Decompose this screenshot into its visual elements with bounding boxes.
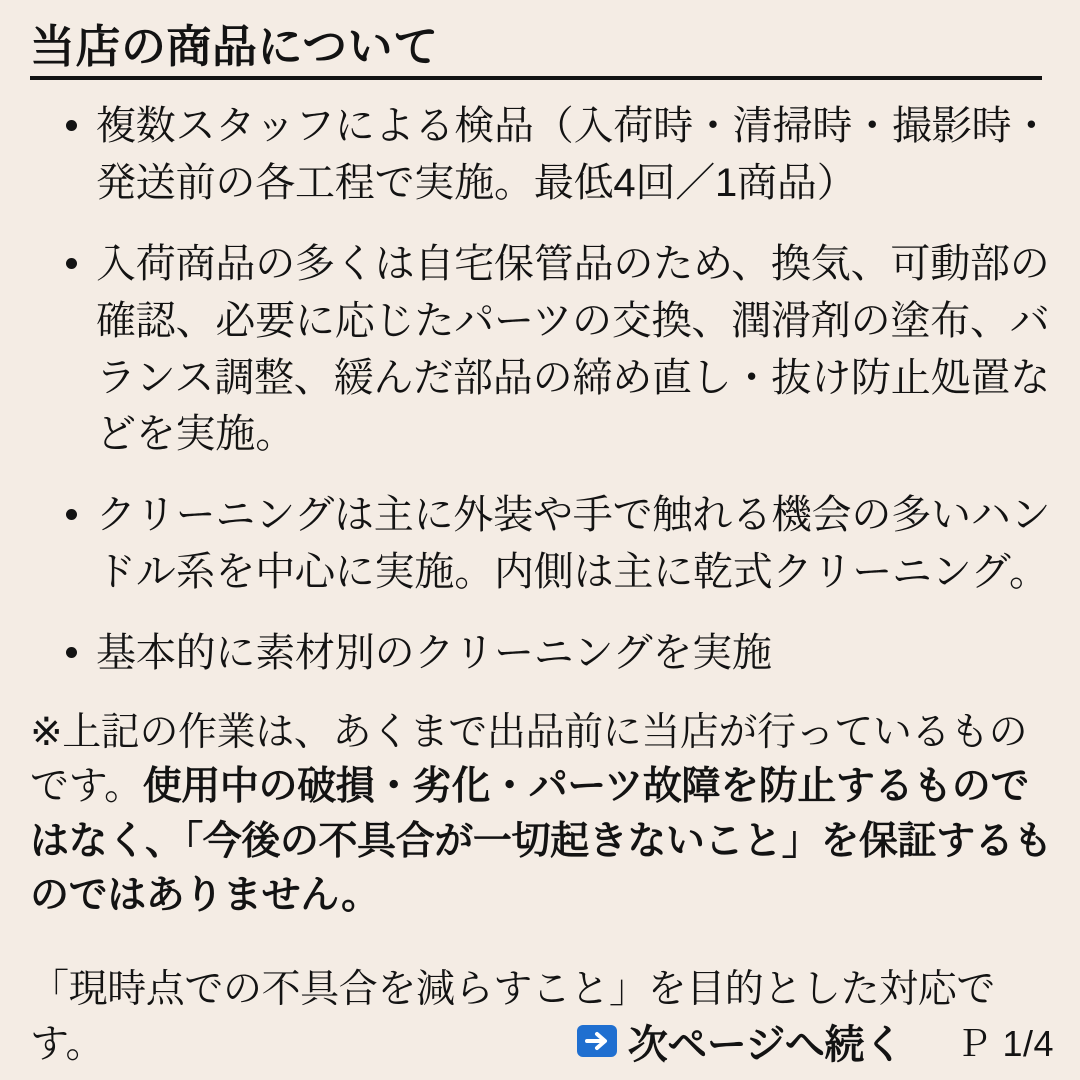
next-page-label: 次ページへ続く bbox=[627, 1022, 904, 1067]
product-policy-list bbox=[30, 98, 1054, 681]
disclaimer-note bbox=[30, 706, 1054, 924]
page-number: Ｐ 1/4 bbox=[955, 1022, 1054, 1064]
page-title: 当店の商品について bbox=[30, 22, 1042, 80]
right-arrow-icon bbox=[576, 1021, 618, 1061]
disclaimer-emphasis: 使用中の破損・劣化・パーツ故障を防止するものではなく、「今後の不具合が一切起きないこと」を保証するものではありません。 bbox=[30, 765, 1052, 918]
list-item: クリーニングは主に外装や手で触れる機会の多いハンドル系を中心に実施。内側は主に乾式クリーニング。 bbox=[30, 487, 1054, 601]
next-page-indicator bbox=[576, 1013, 904, 1070]
page-footer bbox=[0, 1010, 1080, 1072]
disclaimer-tail: 「現時点での不具合を減らすこと」を目的とした対応です。 bbox=[30, 967, 996, 1066]
list-item: 入荷商品の多くは自宅保管品のため、換気、可動部の確認、必要に応じたパーツの交換、潤滑剤の塗布、バランス調整、緩んだ部品の締め直し・抜け防止処置などを実施。 bbox=[30, 236, 1054, 463]
disclaimer-lead: ※上記の作業は、あくまで出品前に当店が行っているものです。 bbox=[30, 710, 1028, 809]
list-item: 複数スタッフによる検品（入荷時・清掃時・撮影時・発送前の各工程で実施。最低4回／1商品） bbox=[30, 98, 1054, 212]
list-item: 基本的に素材別のクリーニングを実施 bbox=[30, 625, 1054, 682]
